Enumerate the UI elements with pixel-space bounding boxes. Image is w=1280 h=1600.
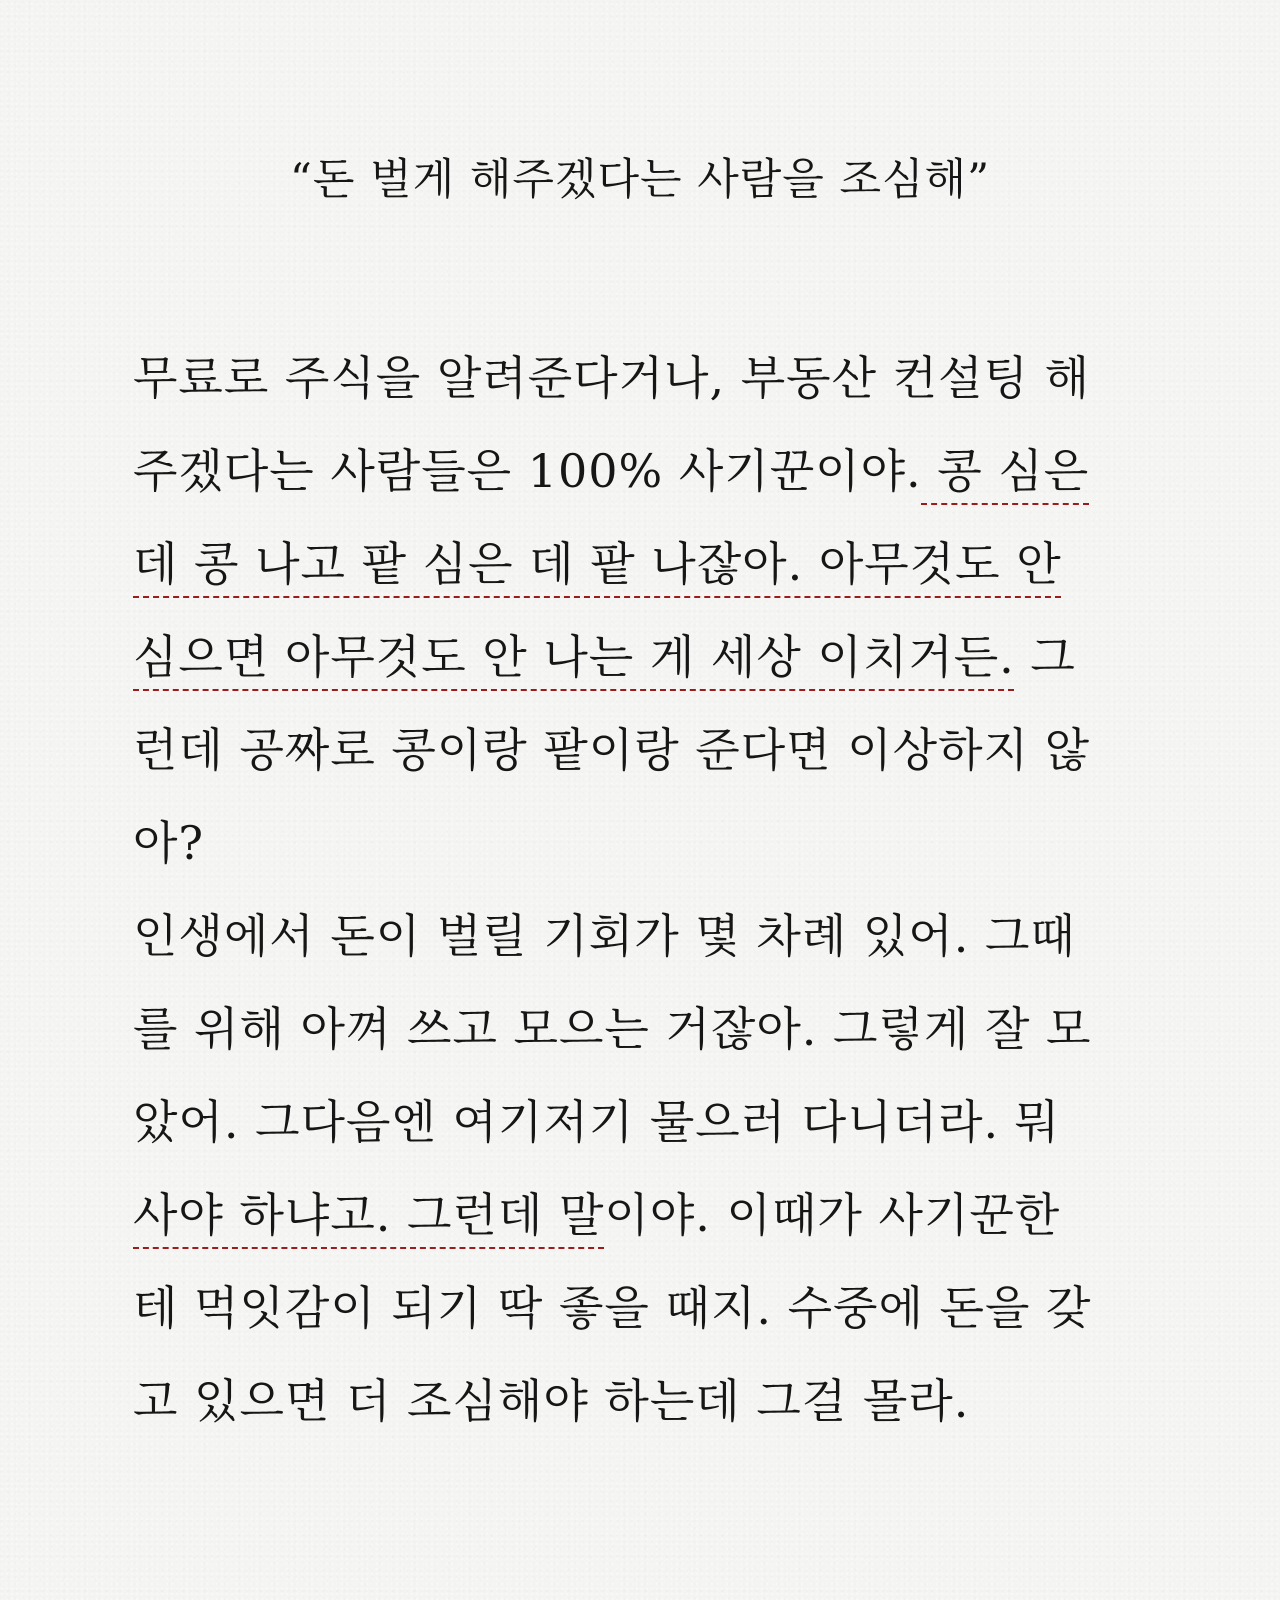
text-line-10	[133, 1169, 1153, 1262]
line-text: 이야. 이때가 사기꾼한	[604, 1188, 1061, 1242]
underlined-text: 데 콩 나고 팥 심은 데 팥 나잖아. 아무것도 안	[133, 537, 1062, 591]
text-line-11	[133, 1262, 1153, 1355]
line-text: 고 있으면 더 조심해야 하는데 그걸 몰라.	[133, 1374, 970, 1428]
underlined-text: 사야 하냐고. 그런데 말	[133, 1188, 605, 1242]
text-line-8	[133, 983, 1153, 1076]
line-text: 런데 공짜로 콩이랑 팥이랑 준다면 이상하지 않	[133, 723, 1091, 777]
line-text: 았어. 그다음엔 여기저기 물으러 다니더라. 뭐	[133, 1095, 1061, 1149]
body-paragraphs	[133, 332, 1153, 1448]
line-text: 인생에서 돈이 벌릴 기회가 몇 차례 있어. 그때	[133, 909, 1076, 963]
text-line-7	[133, 890, 1153, 983]
line-text: 그	[1014, 630, 1076, 684]
line-text: 아?	[133, 816, 205, 870]
line-text: 주겠다는 사람들은 100% 사기꾼이야.	[133, 444, 922, 498]
line-text: 를 위해 아껴 쓰고 모으는 거잖아. 그렇게 잘 모	[133, 1002, 1092, 1056]
text-line-9	[133, 1076, 1153, 1169]
text-line-3	[133, 518, 1153, 611]
line-text: 테 먹잇감이 되기 딱 좋을 때지. 수중에 돈을 갖	[133, 1281, 1092, 1335]
text-line-4	[133, 611, 1153, 704]
quote-title: “돈 벌게 해주겠다는 사람을 조심해”	[289, 155, 991, 205]
text-line-5	[133, 704, 1153, 797]
line-text: 무료로 주식을 알려준다거나, 부동산 컨설팅 해	[133, 351, 1091, 405]
text-line-6	[133, 797, 1153, 890]
text-line-2	[133, 425, 1153, 518]
text-line-12	[133, 1355, 1153, 1448]
underlined-text: 콩 심은	[921, 444, 1090, 498]
underlined-text: 심으면 아무것도 안 나는 게 세상 이치거든.	[133, 630, 1015, 684]
text-line-1	[133, 332, 1153, 425]
